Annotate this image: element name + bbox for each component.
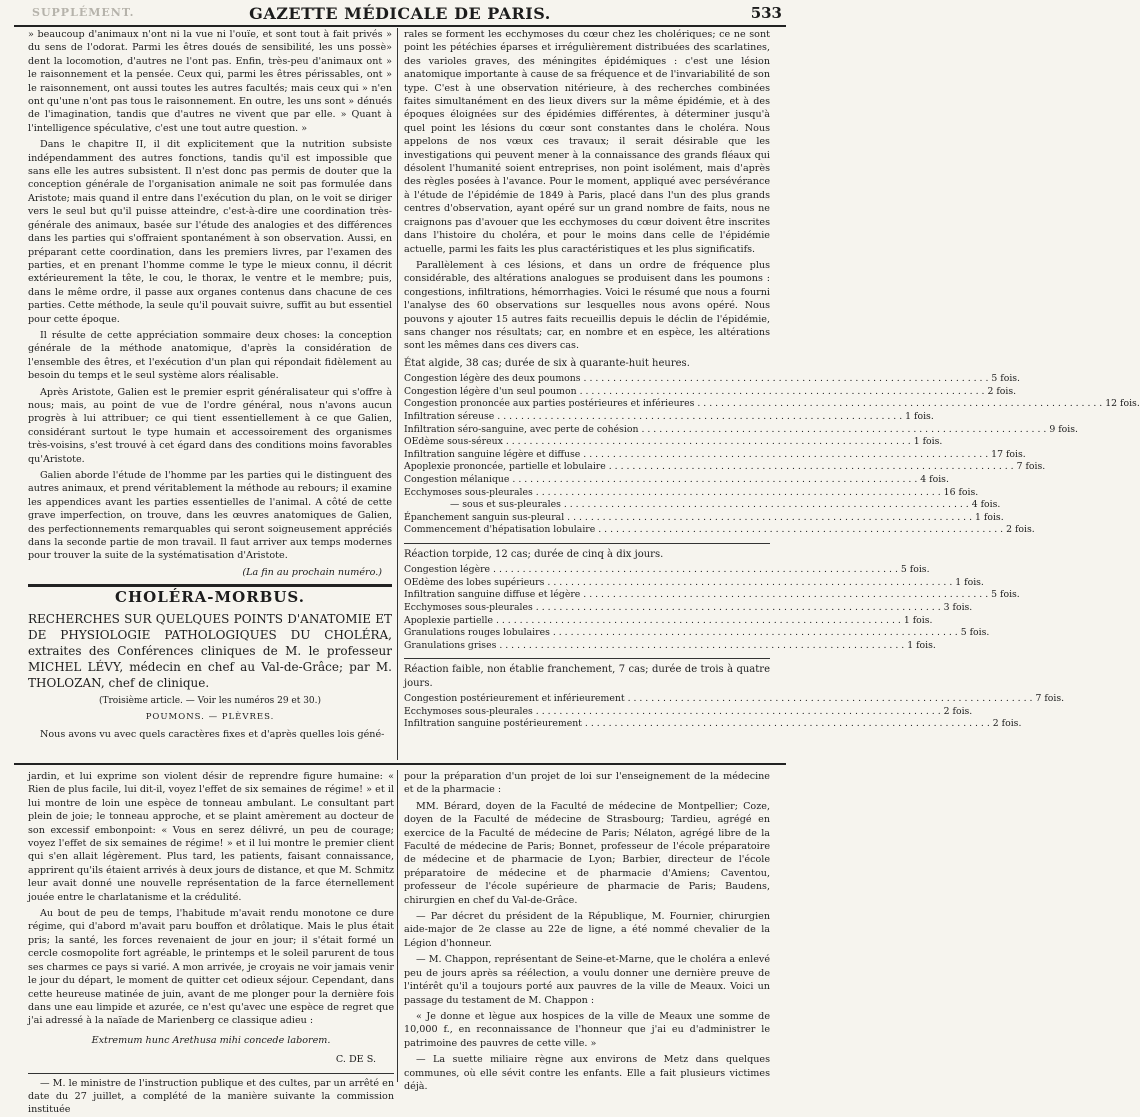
masthead (14, 4, 786, 24)
paragraph: jardin, et lui exprime son violent désir de reprendre figure humaine: « Rien de plus facile, lui dit-il, voyez l'effet de six semaines de régime! » et il lui montre de loin une espèce de tonneau ambulant. Le consultant part plein de joie; le tonneau approche, et se plaint amèrement au docteur de son excessif embonpoint: « Vous en serez délivré, un peu de courage; voyez l'effet de six semaines de régime! » et il lui montre le premier client qui s'en allait légèrement. Plus tard, les patients, faisant connaissance, apprirent qu'ils étaient arrivés à deux jours de distance, et que M. Schmitz leur avait donné une nouvelle représentation de la farce éternellement jouée entre le charlatanisme et la crédulité. (28, 771, 394, 903)
row-label: Congestion mélanique (404, 473, 510, 485)
leader-dots (585, 718, 990, 731)
feuilleton-rule (14, 763, 786, 765)
leader-dots (512, 474, 917, 487)
row-count: 17 fois. (991, 448, 1026, 460)
table-row (404, 589, 1020, 602)
continued-note: (La fin au prochain numéro.) (242, 566, 382, 578)
row-count: 5 fois. (991, 589, 1020, 601)
leader-dots (609, 461, 1014, 474)
leader-dots (536, 487, 941, 500)
row-label: Ecchymoses sous-pleurales (404, 602, 533, 614)
row-count: 9 fois. (1049, 423, 1078, 435)
table-row (404, 524, 1035, 537)
table-row (404, 564, 930, 577)
table-row (404, 436, 943, 449)
article-note: (Troisième article. — Voir les numéros 29 et 30.) (98, 695, 322, 706)
lesion-table-torpide (404, 564, 1020, 652)
row-label: Infiltration séreuse (404, 410, 495, 422)
row-count: 2 fois. (992, 718, 1022, 730)
paragraph: — M. Chappon, représentant de Seine-et-Marne, que le choléra a enlevé peu de jours après sa réélection, a voulu donner une dernière preuve de l'intérêt qu'il a toujours porté aux pauvres de la ville de Meaux. Voici un passage du testament de M. Chappon : (404, 954, 770, 1006)
leader-dots (697, 398, 1102, 411)
newspaper-title: GAZETTE MÉDICALE DE PARIS. (249, 4, 551, 23)
table-rule (404, 543, 770, 544)
table-heading-torpide: Réaction torpide, 12 cas; durée de cinq à dix jours. (404, 548, 664, 560)
table-rule (404, 658, 770, 659)
row-count: 5 fois. (900, 564, 930, 576)
paragraph: — Par décret du président de la République, M. Fournier, chirurgien aide-major de 2e classe au 22e de ligne, a été nommé chevalier de la Légion d'honneur. (404, 911, 770, 949)
row-label: Commencement d'hépatisation lobulaire (404, 524, 596, 536)
row-label: Infiltration sanguine postérieurement (404, 718, 582, 730)
table-row (404, 473, 949, 487)
row-count: 7 fois. (1035, 693, 1065, 705)
section-divider (28, 584, 392, 587)
subheading: POUMONS. — PLÈVRES. (145, 712, 275, 723)
row-label: Congestion légère d'un seul poumon (404, 385, 577, 397)
table-row (404, 461, 1046, 474)
row-count: 2 fois. (1006, 524, 1035, 536)
row-count: 16 fois. (943, 486, 979, 498)
lesion-table-algide (404, 373, 1140, 537)
column-rule (397, 770, 398, 1082)
row-count: 5 fois. (960, 627, 990, 639)
row-label: Épanchement sanguin sus-pleural (404, 511, 565, 523)
row-label: Infiltration sanguine légère et diffuse (404, 448, 581, 460)
row-count: 1 fois. (907, 639, 936, 651)
row-count: 1 fois. (903, 614, 933, 626)
table-row (404, 627, 990, 640)
row-count: 2 fois. (987, 385, 1017, 397)
row-label: OEdème des lobes supérieurs (404, 576, 545, 588)
paragraph: MM. Bérard, doyen de la Faculté de médecine de Montpellier; Coze, doyen de la Faculté de médecine de Strasbourg; Tardieu, agrégé en exercice de la Faculté de médecine de Paris; Nélaton, agrégé libre de la Faculté de médecine de Paris; Bonnet, professeur de l'école préparatoire de médecine et de pharmacie de Lyon; Barbier, directeur de l'école préparatoire de médecine et de pharmacie d'Amiens; Caventou, professeur de l'école supérieure de pharmacie de Paris; Baudens, chirurgien en chef du Val-de-Grâce. (404, 800, 770, 906)
row-label: Ecchymoses sous-pleurales (404, 486, 533, 498)
author-signature: C. DE S. (335, 1054, 376, 1066)
row-label: — sous et sus-pleurales (450, 499, 561, 511)
leader-dots (536, 706, 941, 719)
leader-dots (506, 436, 911, 449)
column-4 (404, 770, 770, 1092)
table-row (404, 499, 1001, 512)
leader-dots (547, 577, 952, 590)
column-1 (28, 28, 392, 760)
table-row (404, 511, 1004, 525)
column-2 (404, 28, 1140, 760)
leader-dots (598, 524, 1003, 537)
table-heading-faible: Réaction faible, non établie franchement, 7 cas; durée de trois à quatre jours. (404, 664, 770, 689)
row-label: Apoplexie prononcée, partielle et lobulaire (404, 461, 606, 473)
table-heading-algide: État algide, 38 cas; durée de six à quarante-huit heures. (404, 357, 690, 369)
paragraph: Nous avons vu avec quels caractères fixes et d'après quelles lois géné- (40, 729, 385, 741)
leader-dots (641, 424, 1046, 437)
table-row (404, 718, 1022, 731)
row-count: 2 fois. (943, 705, 973, 717)
table-row (404, 398, 1140, 411)
table-row (404, 602, 973, 615)
leader-dots (584, 373, 989, 386)
row-count: 7 fois. (1016, 461, 1046, 473)
table-row (404, 448, 1026, 462)
table-row (404, 486, 979, 500)
table-row (404, 693, 1065, 706)
row-label: Granulations rouges lobulaires (404, 627, 550, 639)
paragraph: Galien aborde l'étude de l'homme par les parties qui le distinguent des autres animaux, et prend véritablement la méthode au rebours; il examine les appendices avant les parties essentielles de l'animal. A côté de cette grave imperfection, on trouve, dans les œuvres anatomiques de Galien, des perfectionnements remarquables qui seront soigneusement appréciés dans la seconde partie de mon travail. Il faut arriver aux temps modernes pour trouver la suite de la systématisation d'Aristote. (28, 470, 392, 562)
paragraph: — M. le ministre de l'instruction publique et des cultes, par un arrêté en date du 27 juillet, a complété de la manière suivante la commission instituée (28, 1077, 394, 1116)
row-count: 1 fois. (905, 410, 934, 422)
row-count: 1 fois. (913, 436, 943, 448)
paragraph: Après Aristote, Galien est le premier esprit généralisateur qui s'offre à nous; mais, au point de vue de l'ordre général, nous n'avons aucun progrès à lui attribuer; ce qui tient essentiellement à ce que Galien, considérant surtout le type humain et accessoirement des organismes très-voisins, s'est trouvé à cet égard dans des conditions moins favorables qu'Aristote. (28, 386, 392, 465)
table-row (404, 705, 973, 719)
paragraph: rales se forment les ecchymoses du cœur chez les cholériques; ce ne sont point les pétéchies éparses et irrégulièrement distribuées des scarlatines, des varioles graves, des méningites épidémiques : c'est une lésion anatomique importante à cause de sa fréquence et de l'invariabilité de son type. C'est à une observation nitérieure, à des recherches combinées faites simultanément en des lieux divers sur la même épidémie, et à des époques éloignées sur des épidémies différentes, à déterminer jusqu'à quel point les lésions du cœur sont constantes dans le choléra. Nous appelons de nos vœux ces travaux; il serait désirable que les investigations qui peuvent mener à la connaissance des grands fléaux qui désolent l'humanité soient entreprises, non point isolément, mais d'après des règles posées à l'avance. Pour le moment, appliqué avec persévérance à l'étude de l'épidémie de 1849 à Paris, placé dans l'un des plus grands centres d'observation, ayant opéré sur un grand nombre de faits, nous ne craignons pas d'avouer que les ecchymoses du cœur doivent être inscrites dans l'histoire du choléra, et pour le moins dans celle de l'épidémie actuelle, parmi les faits les plus caractéristiques et les plus significatifs. (404, 29, 770, 255)
leader-dots (496, 615, 901, 628)
page-number: 533 (750, 4, 782, 22)
leader-dots (564, 499, 969, 512)
row-count: 1 fois. (955, 576, 984, 588)
row-label: Ecchymoses sous-pleurales (404, 705, 533, 717)
row-label: Apoplexie partielle (404, 614, 493, 626)
row-count: 4 fois. (971, 499, 1001, 511)
row-label: Infiltration séro-sanguine, avec perte de cohésion (404, 423, 639, 435)
table-row (404, 639, 936, 653)
table-row (404, 410, 934, 424)
row-count: 3 fois. (943, 602, 973, 614)
table-row (404, 373, 1021, 386)
quote-paragraph: » beaucoup d'animaux n'ont ni la vue ni l'ouïe, et sont tout à fait privés » du sens de l'odorat. Parmi les êtres doués de sensibilité, les uns possè» dent la locomotion, d'autres ne l'ont pas. Enfin, très-peu d'animaux ont » le raisonnement et la pensée. Ceux qui, parmi les êtres périssables, ont » le raisonnement, ont aussi toutes les autres facultés; mais ceux qui » n'en ont qu'une n'ont pas tous le raisonnement. En outre, les uns sont » dénués de l'imagination, tandis que d'autres ne vivent que par elle. » Quant à l'intelligence spéculative, c'est une tout autre question. » (28, 29, 392, 134)
table-row (404, 614, 933, 628)
leader-dots (536, 602, 941, 615)
paragraph: Il résulte de cette appréciation sommaire deux choses: la conception générale de la méthode anatomique, d'après la considération de l'ensemble des êtres, et l'exécution d'un plan qui répondait fidèlement au besoin du temps et le seul système alors réalisable. (28, 329, 392, 382)
lesion-table-faible (404, 693, 1065, 731)
row-label: Infiltration sanguine diffuse et légère (404, 589, 581, 601)
article-title: RECHERCHES SUR QUELQUES POINTS D'ANATOMIE ET DE PHYSIOLOGIE PATHOLOGIQUES DU CHOLÉRA, extraites des Conférences cliniques de M. le professeur MICHEL LÉVY, médecin en chef au Val-de-Grâce; par M. THOLOZAN, chef de clinique. (28, 611, 392, 690)
table-row (404, 385, 1017, 399)
leader-dots (499, 640, 904, 653)
leader-dots (580, 386, 985, 399)
leader-dots (497, 411, 902, 424)
row-label: Congestion prononcée aux parties postérieures et inférieures (404, 398, 695, 410)
leader-dots (493, 564, 898, 577)
row-count: 5 fois. (991, 373, 1021, 385)
section-title: CHOLÉRA-MORBUS. (115, 588, 305, 607)
leader-dots (567, 512, 972, 525)
column-rule (397, 28, 398, 760)
row-count: 4 fois. (920, 473, 949, 485)
header-rule (14, 25, 786, 27)
leader-dots (553, 627, 958, 640)
leader-dots (583, 589, 988, 602)
paragraph: Au bout de peu de temps, l'habitude m'avait rendu monotone ce dure régime, qui d'abord m'avait paru bouffon et drôlatique. Mais le plus était pris; la santé, les forces revenaient de jour en jour; il s'était formé un cercle cosmopolite fort agréable, le printemps et le soleil parurent de tous ses charmes ce pays si varié. A mon arrivée, je croyais ne voir jamais venir le jour du départ, le moment de quitter cet odieux séjour. Cependant, dans cette heureuse matinée de juin, avant de me plonger pour la dernière fois dans une eau limpide et azurée, ce n'est qu'avec une espèce de regret que j'ai adressé à la naïade de Marienberg ce classique adieu : (28, 908, 394, 1027)
leader-dots (583, 449, 988, 462)
row-label: Congestion légère (404, 564, 491, 576)
latin-quote: Extremum hunc Arethusa mihi concede laborem. (91, 1034, 331, 1046)
row-count: 12 fois. (1105, 398, 1140, 410)
row-label: Congestion postérieurement et inférieurement (404, 693, 625, 705)
row-count: 1 fois. (975, 511, 1004, 523)
row-label: Granulations grises (404, 639, 497, 651)
paragraph: Parallèlement à ces lésions, et dans un ordre de fréquence plus considérable, des altérations analogues se produisent dans les poumons : congestions, infiltrations, hémorrhagies. Voici le résumé que nous a fourni l'analyse des 60 observations sur lesquelles nous avons opéré. Nous pouvons y ajouter 15 autres faits recueillis depuis le déclin de l'épidémie, sans changer nos résultats; car, en nombre et en espèce, les altérations sont les mêmes dans ces divers cas. (404, 259, 770, 352)
paragraph: pour la préparation d'un projet de loi sur l'enseignement de la médecine et de la pharmacie : (404, 771, 770, 796)
supplement-label: SUPPLÉMENT. (32, 6, 135, 19)
leader-dots (628, 693, 1033, 706)
table-row (404, 423, 1078, 437)
row-label: Congestion légère des deux poumons (404, 373, 581, 385)
table-row (404, 576, 984, 590)
paragraph: Dans le chapitre II, il dit explicitement que la nutrition subsiste indépendamment des autres fonctions, tandis qu'il est impossible que sans elle les autres subsistent. Il n'est donc pas permis de douter que la conception générale de l'organisation animale ne soit pas formulée dans Aristote; mais quand il entre dans l'exécution du plan, on le voit se diriger vers le seul but qu'il puisse atteindre, c'est-à-dire une coordination très-générale des animaux, basée sur l'étude des analogies et des différences dans les parties qui s'offraient spontanément à son observation. Aussi, en préparant cette coordination, dans les premiers livres, par l'examen des parties, et en prenant l'homme comme le type le mieux connu, il décrit extérieurement la tête, le cou, le thorax, le ventre et le membre; puis, dans le même ordre, il passe aux organes contenus dans chacune de ces parties. Cette méthode, la seule qu'il pouvait suivre, suffit au but essentiel pour cette époque. (28, 139, 392, 325)
column-3 (28, 770, 394, 1116)
paragraph: — La suette miliaire règne aux environs de Metz dans quelques communes, où elle sévit contre les enfants. Elle a fait plusieurs victimes déjà. (404, 1054, 770, 1092)
paragraph: « Je donne et lègue aux hospices de la ville de Meaux une somme de 10,000 f., en reconnaissance de l'honneur que j'ai eu d'administrer le patrimoine des pauvres de cette ville. » (404, 1010, 770, 1049)
row-label: OEdème sous-séreux (404, 436, 503, 448)
divider (28, 1073, 394, 1074)
